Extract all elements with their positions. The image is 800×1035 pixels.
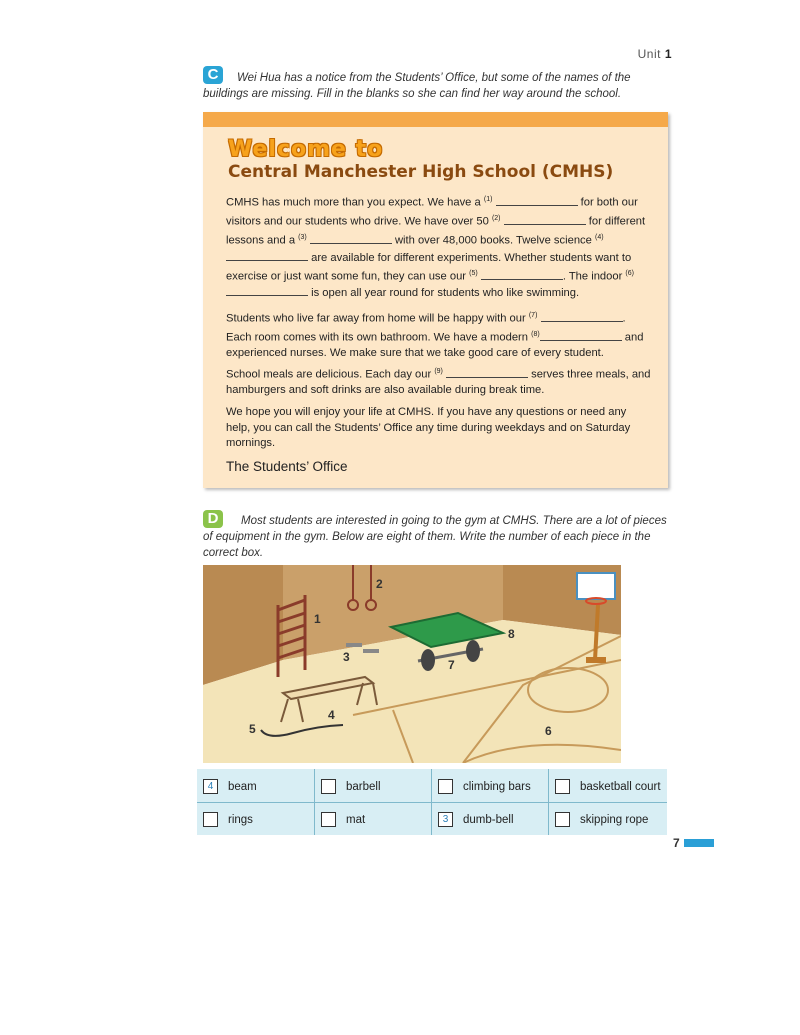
blank-8[interactable]: [540, 330, 622, 341]
notice-top-bar: [203, 112, 668, 127]
answer-item-rings: rings: [203, 803, 253, 836]
notice-paragraph-3: School meals are delicious. Each day our $^{(9)}$ serves three meals, and hamburgers and soft drinks are also available during break time.: [226, 368, 651, 397]
unit-label: Unit 1: [637, 47, 672, 61]
section-d-instruction: Most students are interested in going to the gym at CMHS. There are a lot of pieces of equipment in the gym. Below are eight of them. Write the number of each piece in the correct box.: [203, 515, 667, 559]
notice-paragraph-2: Students who live far away from home will be happy with our $^{(7)}$ . Each room comes with its own bathroom. We have a modern $^{(8)}$ and experienced nurses. We make sure that we take good care of every student.: [226, 312, 644, 360]
answer-box-beam[interactable]: 4: [203, 779, 218, 794]
blank-7[interactable]: [541, 311, 623, 322]
answer-item-skipping-rope: skipping rope: [555, 803, 648, 836]
answer-box-dumb-bell[interactable]: 3: [438, 812, 453, 827]
notice-card: [203, 112, 668, 488]
table-col-divider: [314, 769, 315, 835]
notice-paragraph-4: We hope you will enjoy your life at CMHS. If you have any questions or need any help, you can call the Students’ Office any time during weekdays and on Saturday mornings.: [226, 406, 631, 449]
answer-box-climbing-bars[interactable]: [438, 779, 453, 794]
scene-label-8: 8: [508, 627, 515, 641]
blank-3[interactable]: [310, 233, 392, 244]
answer-table: [197, 769, 667, 835]
page-accent-bar: [684, 839, 714, 847]
blank-5[interactable]: [481, 269, 563, 280]
scene-label-3: 3: [343, 650, 350, 664]
table-col-divider: [431, 769, 432, 835]
answer-box-barbell[interactable]: [321, 779, 336, 794]
scene-label-4: 4: [328, 708, 335, 722]
answer-item-climbing-bars: climbing bars: [438, 770, 531, 803]
answer-item-barbell: barbell: [321, 770, 381, 803]
section-c-badge: C: [203, 66, 223, 84]
gym-illustration: [203, 565, 621, 763]
answer-item-mat: mat: [321, 803, 365, 836]
scene-label-6: 6: [545, 724, 552, 738]
answer-item-dumb-bell: 3 dumb-bell: [438, 803, 514, 836]
page-number: 7: [673, 836, 680, 850]
blank-1[interactable]: [496, 195, 578, 206]
scene-label-1: 1: [314, 612, 321, 626]
blank-2[interactable]: [504, 214, 586, 225]
answer-box-rings[interactable]: [203, 812, 218, 827]
section-c-instruction: Wei Hua has a notice from the Students’ Office, but some of the names of the buildings are missing. Fill in the blanks so she can find her way around the school.: [203, 72, 631, 100]
answer-box-basketball-court[interactable]: [555, 779, 570, 794]
scene-label-7: 7: [448, 658, 455, 672]
answer-item-basketball-court: basketball court: [555, 770, 661, 803]
school-name: Central Manchester High School (CMHS): [228, 162, 614, 182]
blank-9[interactable]: [446, 367, 528, 378]
scene-label-5: 5: [249, 722, 256, 736]
blank-6[interactable]: [226, 285, 308, 296]
scene-label-2: 2: [376, 577, 383, 591]
notice-paragraph-1: CMHS has much more than you expect. We have a $^{(1)}$ for both our visitors and our students who drive. We have over 50 $^{(2)}$ for different lessons and a $^{(3)}$ with over 48,000 books. Twelve science $^{(4)}$ are available for different experiments. Whether students want to exercise or just want some fun, they can use our $^{(5)}$ . The indoor $^{(6)}$ is open all year round for students who like swimming.: [226, 196, 646, 300]
answer-box-skipping-rope[interactable]: [555, 812, 570, 827]
notice-signoff: The Students’ Office: [226, 459, 348, 474]
welcome-heading: Welcome to: [228, 137, 384, 162]
table-col-divider: [548, 769, 549, 835]
blank-4[interactable]: [226, 250, 308, 261]
answer-box-mat[interactable]: [321, 812, 336, 827]
answer-item-beam: 4 beam: [203, 770, 257, 803]
section-d-badge: D: [203, 510, 223, 528]
